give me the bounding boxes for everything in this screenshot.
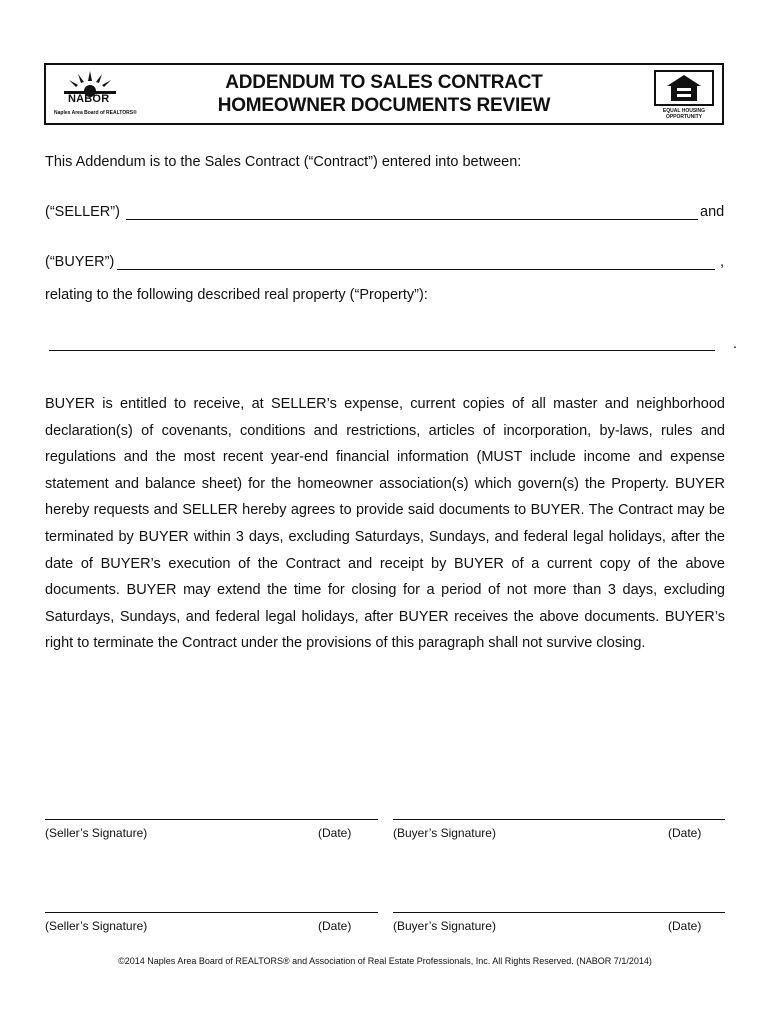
header-box	[44, 63, 724, 125]
buyer-date-label-1: (Date)	[668, 826, 702, 840]
property-description-line[interactable]	[49, 350, 715, 351]
document-title-line-2: HOMEOWNER DOCUMENTS REVIEW	[217, 95, 551, 116]
buyer-signature-line-1[interactable]	[393, 819, 725, 820]
buyer-signature-line-2[interactable]	[393, 912, 725, 913]
seller-signature-line-2[interactable]	[45, 912, 378, 913]
document-title-line-1: ADDENDUM TO SALES CONTRACT	[225, 72, 543, 93]
buyer-signature-label-1: (Buyer’s Signature)	[393, 826, 496, 840]
seller-date-label-2: (Date)	[318, 919, 352, 933]
buyer-date-label-2: (Date)	[668, 919, 702, 933]
seller-label: (“SELLER”)	[45, 204, 120, 220]
eho-text-line-1: EQUAL HOUSING	[662, 108, 706, 114]
seller-signature-line-1[interactable]	[45, 819, 378, 820]
copyright-footer: ©2014 Naples Area Board of REALTORS® and Association of Real Estate Professionals, Inc. All Rights Reserved. (NABOR 7/1/2014)	[118, 956, 652, 966]
buyer-label: (“BUYER”)	[45, 254, 115, 270]
and-label: and	[700, 204, 725, 220]
eho-text-line-2: OPPORTUNITY	[665, 114, 703, 120]
seller-date-label-1: (Date)	[318, 826, 352, 840]
logo-subtext: Naples Area Board of REALTORS®	[54, 110, 137, 116]
intro-text: This Addendum is to the Sales Contract (“Contract”) entered into between:	[45, 154, 522, 170]
logo-word: NABOR	[68, 93, 110, 105]
seller-name-line[interactable]	[126, 219, 698, 220]
body-paragraph: BUYER is entitled to receive, at SELLER’s expense, current copies of all master and neighborhood declaration(s) of covenants, conditions and restrictions, articles of incorporation, by-laws, rules and regulations and the most recent year-end financial information (MUST include income and expense statement and balance sheet) for the homeowner association(s) which govern(s) the Property. BUYER hereby requests and SELLER hereby agrees to provide said documents to BUYER. The Contract may be terminated by BUYER within 3 days, excluding Saturdays, Sundays, and federal legal holidays, after the date of BUYER’s execution of the Contract and receipt by BUYER of a current copy of the above documents. BUYER may extend the time for closing for a period of not more than 3 days, excluding Saturdays, Sundays, and federal legal holidays, after BUYER receives the above documents. BUYER’s right to terminate the Contract under the provisions of this paragraph shall not survive closing.	[45, 396, 725, 652]
equal-housing-icon	[654, 70, 714, 106]
property-intro: relating to the following described real property (“Property”):	[45, 287, 428, 303]
equal-housing-logo	[654, 70, 714, 120]
buyer-line-end: ,	[720, 254, 725, 270]
buyer-signature-label-2: (Buyer’s Signature)	[393, 919, 496, 933]
buyer-name-line[interactable]	[117, 269, 715, 270]
property-line-end: .	[733, 336, 738, 352]
seller-signature-label-2: (Seller’s Signature)	[45, 919, 148, 933]
seller-signature-label-1: (Seller’s Signature)	[45, 826, 148, 840]
